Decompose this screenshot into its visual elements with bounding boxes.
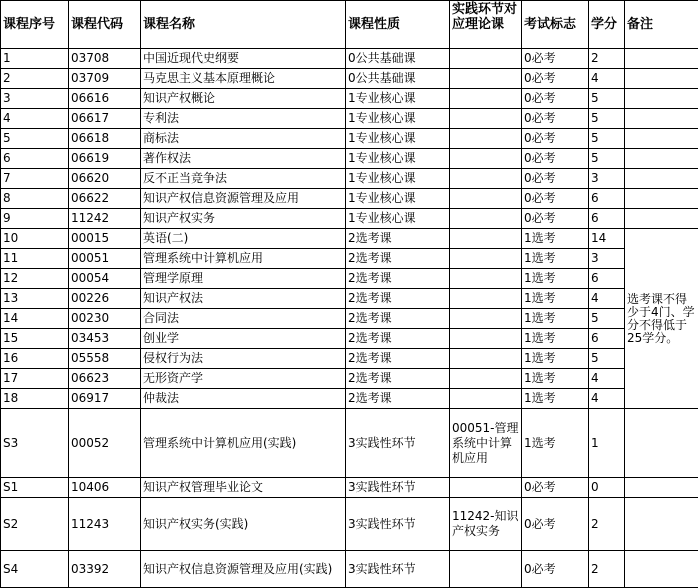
header-seq: 课程序号 (1, 1, 69, 49)
cell-nature: 1专业核心课 (346, 109, 450, 129)
cell-name: 管理系统中计算机应用(实践) (141, 409, 346, 478)
cell-seq: S3 (1, 409, 69, 478)
cell-exam: 0必考 (522, 129, 589, 149)
cell-seq: 15 (1, 329, 69, 349)
cell-name: 中国近现代史纲要 (141, 49, 346, 69)
table-row (1, 129, 698, 149)
cell-code: 00230 (69, 309, 141, 329)
cell-credit: 3 (589, 169, 625, 189)
table-row (1, 498, 698, 551)
cell-nature: 2选考课 (346, 349, 450, 369)
table-row (1, 369, 698, 389)
cell-practice (450, 169, 522, 189)
cell-practice: 11242-知识产权实务 (450, 498, 522, 551)
table-row (1, 49, 698, 69)
cell-code: 05558 (69, 349, 141, 369)
table-row (1, 349, 698, 369)
cell-seq: 7 (1, 169, 69, 189)
cell-practice (450, 249, 522, 269)
cell-remark (625, 209, 698, 229)
cell-seq: S1 (1, 478, 69, 498)
header-row (1, 1, 698, 49)
cell-practice (450, 129, 522, 149)
cell-exam: 0必考 (522, 189, 589, 209)
cell-remark (625, 89, 698, 109)
table-row (1, 329, 698, 349)
cell-seq: 1 (1, 49, 69, 69)
cell-name: 合同法 (141, 309, 346, 329)
cell-practice (450, 478, 522, 498)
cell-credit: 5 (589, 349, 625, 369)
header-exam: 考试标志 (522, 1, 589, 49)
cell-practice (450, 229, 522, 249)
table-row (1, 289, 698, 309)
cell-practice (450, 369, 522, 389)
cell-credit: 14 (589, 229, 625, 249)
cell-credit: 2 (589, 551, 625, 588)
cell-code: 11242 (69, 209, 141, 229)
cell-remark (625, 69, 698, 89)
cell-practice (450, 551, 522, 588)
cell-exam: 0必考 (522, 209, 589, 229)
header-practice: 实践环节对应理论课 (450, 1, 522, 49)
cell-name: 仲裁法 (141, 389, 346, 409)
cell-exam: 1选考 (522, 229, 589, 249)
table-row (1, 209, 698, 229)
cell-name: 管理学原理 (141, 269, 346, 289)
table-row (1, 409, 698, 478)
table-row (1, 169, 698, 189)
cell-exam: 0必考 (522, 49, 589, 69)
cell-exam: 0必考 (522, 478, 589, 498)
cell-credit: 5 (589, 109, 625, 129)
cell-nature: 2选考课 (346, 389, 450, 409)
cell-code: 03453 (69, 329, 141, 349)
cell-seq: 13 (1, 289, 69, 309)
cell-exam: 1选考 (522, 269, 589, 289)
cell-credit: 4 (589, 369, 625, 389)
cell-name: 无形资产学 (141, 369, 346, 389)
cell-practice (450, 269, 522, 289)
cell-remark (625, 129, 698, 149)
cell-code: 03392 (69, 551, 141, 588)
cell-credit: 1 (589, 409, 625, 478)
cell-seq: 2 (1, 69, 69, 89)
cell-remark (625, 109, 698, 129)
cell-remark (625, 149, 698, 169)
cell-code: 06620 (69, 169, 141, 189)
table-row (1, 149, 698, 169)
table-row (1, 229, 698, 249)
cell-practice (450, 49, 522, 69)
cell-seq: 12 (1, 269, 69, 289)
cell-nature: 1专业核心课 (346, 129, 450, 149)
cell-seq: 17 (1, 369, 69, 389)
cell-nature: 0公共基础课 (346, 49, 450, 69)
cell-exam: 0必考 (522, 69, 589, 89)
cell-name: 知识产权概论 (141, 89, 346, 109)
table-row (1, 69, 698, 89)
table-row (1, 109, 698, 129)
cell-practice (450, 149, 522, 169)
cell-practice (450, 209, 522, 229)
cell-name: 知识产权信息资源管理及应用 (141, 189, 346, 209)
cell-remark (625, 169, 698, 189)
cell-credit: 4 (589, 389, 625, 409)
cell-seq: 14 (1, 309, 69, 329)
cell-practice: 00051-管理系统中计算机应用 (450, 409, 522, 478)
cell-practice (450, 289, 522, 309)
cell-credit: 2 (589, 49, 625, 69)
cell-seq: 6 (1, 149, 69, 169)
cell-code: 00054 (69, 269, 141, 289)
table-row (1, 478, 698, 498)
table-row (1, 249, 698, 269)
cell-credit: 6 (589, 329, 625, 349)
cell-practice (450, 69, 522, 89)
cell-name: 侵权行为法 (141, 349, 346, 369)
cell-name: 知识产权法 (141, 289, 346, 309)
cell-name: 知识产权管理毕业论文 (141, 478, 346, 498)
cell-code: 00226 (69, 289, 141, 309)
cell-nature: 1专业核心课 (346, 209, 450, 229)
cell-practice (450, 349, 522, 369)
cell-seq: 16 (1, 349, 69, 369)
cell-remark (625, 49, 698, 69)
remark-elective: 选考课不得少于4门、学分不得低于25学分。 (625, 229, 698, 409)
cell-code: 06618 (69, 129, 141, 149)
cell-name: 马克思主义基本原理概论 (141, 69, 346, 89)
cell-credit: 5 (589, 89, 625, 109)
cell-exam: 0必考 (522, 89, 589, 109)
cell-name: 著作权法 (141, 149, 346, 169)
cell-seq: 18 (1, 389, 69, 409)
header-nature: 课程性质 (346, 1, 450, 49)
cell-exam: 0必考 (522, 109, 589, 129)
table-row (1, 389, 698, 409)
cell-exam: 1选考 (522, 289, 589, 309)
header-credit: 学分 (589, 1, 625, 49)
cell-nature: 1专业核心课 (346, 149, 450, 169)
cell-remark (625, 189, 698, 209)
cell-credit: 5 (589, 129, 625, 149)
cell-code: 10406 (69, 478, 141, 498)
cell-code: 03709 (69, 69, 141, 89)
cell-credit: 4 (589, 289, 625, 309)
cell-seq: 5 (1, 129, 69, 149)
cell-credit: 4 (589, 69, 625, 89)
cell-credit: 6 (589, 209, 625, 229)
cell-nature: 3实践性环节 (346, 551, 450, 588)
cell-code: 00052 (69, 409, 141, 478)
cell-nature: 2选考课 (346, 269, 450, 289)
cell-nature: 2选考课 (346, 289, 450, 309)
cell-nature: 2选考课 (346, 329, 450, 349)
cell-nature: 1专业核心课 (346, 189, 450, 209)
cell-code: 06617 (69, 109, 141, 129)
cell-practice (450, 89, 522, 109)
cell-code: 06917 (69, 389, 141, 409)
cell-name: 知识产权信息资源管理及应用(实践) (141, 551, 346, 588)
table-row (1, 89, 698, 109)
cell-credit: 5 (589, 149, 625, 169)
cell-exam: 0必考 (522, 169, 589, 189)
cell-credit: 3 (589, 249, 625, 269)
cell-name: 知识产权实务(实践) (141, 498, 346, 551)
cell-credit: 2 (589, 498, 625, 551)
cell-name: 管理系统中计算机应用 (141, 249, 346, 269)
header-name: 课程名称 (141, 1, 346, 49)
cell-exam: 1选考 (522, 369, 589, 389)
cell-nature: 2选考课 (346, 369, 450, 389)
cell-exam: 1选考 (522, 309, 589, 329)
table-row (1, 269, 698, 289)
cell-exam: 0必考 (522, 149, 589, 169)
cell-name: 创业学 (141, 329, 346, 349)
cell-nature: 3实践性环节 (346, 478, 450, 498)
header-remark: 备注 (625, 1, 698, 49)
cell-nature: 2选考课 (346, 249, 450, 269)
cell-credit: 6 (589, 269, 625, 289)
cell-seq: S2 (1, 498, 69, 551)
cell-remark (625, 498, 698, 551)
cell-exam: 1选考 (522, 249, 589, 269)
cell-seq: 8 (1, 189, 69, 209)
cell-code: 00051 (69, 249, 141, 269)
table-row (1, 551, 698, 588)
cell-seq: 4 (1, 109, 69, 129)
cell-nature: 1专业核心课 (346, 169, 450, 189)
cell-credit: 0 (589, 478, 625, 498)
cell-code: 06616 (69, 89, 141, 109)
cell-exam: 0必考 (522, 551, 589, 588)
cell-seq: 3 (1, 89, 69, 109)
cell-code: 06619 (69, 149, 141, 169)
cell-remark (625, 478, 698, 498)
cell-code: 11243 (69, 498, 141, 551)
cell-code: 06623 (69, 369, 141, 389)
cell-seq: S4 (1, 551, 69, 588)
cell-name: 反不正当竞争法 (141, 169, 346, 189)
cell-practice (450, 329, 522, 349)
cell-name: 英语(二) (141, 229, 346, 249)
table-row (1, 189, 698, 209)
cell-name: 专利法 (141, 109, 346, 129)
cell-exam: 1选考 (522, 409, 589, 478)
cell-nature: 2选考课 (346, 309, 450, 329)
cell-exam: 0必考 (522, 498, 589, 551)
cell-practice (450, 389, 522, 409)
cell-credit: 5 (589, 309, 625, 329)
cell-seq: 9 (1, 209, 69, 229)
cell-credit: 6 (589, 189, 625, 209)
cell-nature: 2选考课 (346, 229, 450, 249)
cell-code: 06622 (69, 189, 141, 209)
cell-seq: 11 (1, 249, 69, 269)
table-row (1, 309, 698, 329)
cell-remark (625, 409, 698, 478)
cell-name: 知识产权实务 (141, 209, 346, 229)
cell-nature: 1专业核心课 (346, 89, 450, 109)
cell-name: 商标法 (141, 129, 346, 149)
cell-nature: 0公共基础课 (346, 69, 450, 89)
cell-exam: 1选考 (522, 349, 589, 369)
cell-nature: 3实践性环节 (346, 409, 450, 478)
cell-seq: 10 (1, 229, 69, 249)
cell-code: 03708 (69, 49, 141, 69)
header-code: 课程代码 (69, 1, 141, 49)
cell-practice (450, 109, 522, 129)
cell-remark (625, 551, 698, 588)
cell-exam: 1选考 (522, 389, 589, 409)
cell-practice (450, 189, 522, 209)
cell-code: 00015 (69, 229, 141, 249)
cell-practice (450, 309, 522, 329)
cell-nature: 3实践性环节 (346, 498, 450, 551)
cell-exam: 1选考 (522, 329, 589, 349)
